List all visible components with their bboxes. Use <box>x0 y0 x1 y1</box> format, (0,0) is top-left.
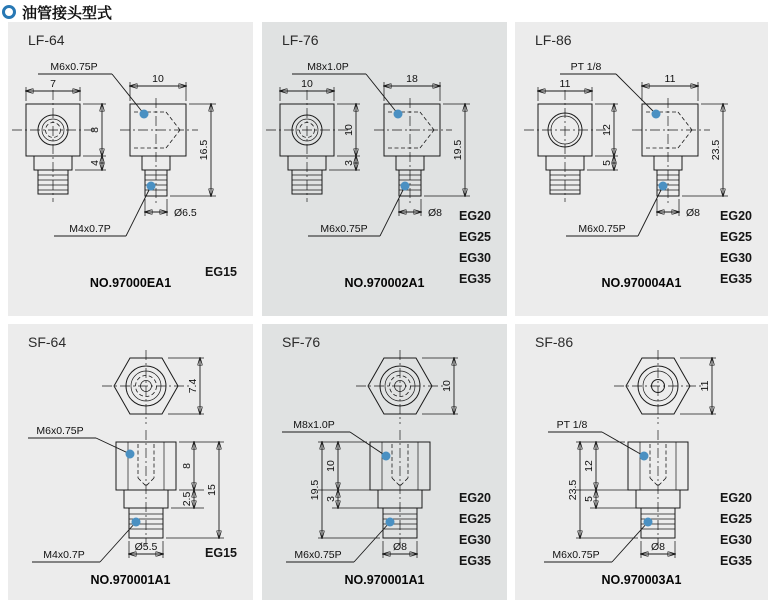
thread-callout-top <box>560 61 661 119</box>
part-number: NO.970003A1 <box>601 573 682 587</box>
eg-compatibility-list: EG20 EG25 EG30 EG35 <box>459 491 491 568</box>
eg-compatibility-list: EG20 EG25 EG30 EG35 <box>459 209 491 286</box>
port-marker-dot <box>401 182 410 191</box>
port-marker-dot <box>132 518 141 527</box>
thread-callout-bottom <box>286 518 395 563</box>
thread-label: M6x0.75P <box>36 425 84 437</box>
dim-label: 10 <box>343 124 355 136</box>
panel-lf-64 <box>8 22 253 316</box>
port-marker-dot <box>147 182 156 191</box>
top-view-hex <box>356 350 444 424</box>
dim-label: 8 <box>89 127 101 133</box>
dim-label: 2.5 <box>181 491 193 507</box>
dim-label: 4 <box>89 160 101 166</box>
dim-label: 3 <box>343 160 355 166</box>
dim-label: 10 <box>325 460 337 472</box>
page-title: 油管接头型式 <box>22 4 113 22</box>
dim-label: Ø8 <box>428 207 443 219</box>
dim-label: Ø8 <box>392 541 408 553</box>
dimensions <box>538 73 728 219</box>
thread-label: M6x0.75P <box>294 549 342 561</box>
panel-lf-76 <box>262 22 507 316</box>
thread-callout-bottom <box>32 518 141 563</box>
part-number: NO.97000EA1 <box>89 276 172 290</box>
thread-label: M6x0.75P <box>552 549 600 561</box>
port-marker-dot <box>659 182 668 191</box>
dimensions <box>26 73 216 219</box>
side-view <box>524 90 606 202</box>
dim-label: 12 <box>583 460 595 472</box>
port-marker-dot <box>126 450 135 459</box>
panel-sf-64 <box>8 324 253 600</box>
dim-label: 10 <box>152 73 164 85</box>
port-marker-dot <box>382 452 391 461</box>
dim-label: 11 <box>699 380 711 392</box>
dim-label: 10 <box>441 380 453 392</box>
dim-label: 11 <box>559 78 571 90</box>
dim-label: 23.5 <box>710 139 722 161</box>
side-view <box>266 90 348 202</box>
thread-label: M8x1.0P <box>307 61 349 73</box>
technical-drawing-straight-fitting <box>8 350 253 575</box>
front-view <box>116 430 176 546</box>
thread-label: PT 1/8 <box>556 419 588 431</box>
part-number: NO.970001A1 <box>90 573 171 587</box>
dim-label: 5 <box>583 496 595 502</box>
dimensions <box>280 73 470 219</box>
dim-label: Ø8 <box>686 207 701 219</box>
thread-label: PT 1/8 <box>570 61 602 73</box>
port-marker-dot <box>140 110 149 119</box>
dim-label: 3 <box>325 496 337 502</box>
thread-callout-bottom <box>566 182 668 237</box>
dim-label: 7.4 <box>187 378 199 394</box>
front-view <box>632 98 710 204</box>
front-view <box>374 98 452 204</box>
panel-title: LF-86 <box>535 32 572 48</box>
dim-label: 15 <box>206 484 218 496</box>
dim-label: 10 <box>301 78 313 90</box>
dim-label: 12 <box>601 124 613 136</box>
panel-title: SF-76 <box>282 334 321 350</box>
port-marker-dot <box>394 110 403 119</box>
eg-compatibility-list: EG15 <box>205 265 237 279</box>
thread-label: M6x0.75P <box>320 223 368 235</box>
panel-title: SF-64 <box>28 334 67 350</box>
section-bullet-icon <box>2 5 16 19</box>
technical-drawing-elbow-fitting <box>8 56 253 256</box>
panel-title: LF-64 <box>28 32 65 48</box>
dim-label: 19.5 <box>452 139 464 161</box>
side-view <box>12 90 94 202</box>
front-view <box>628 430 688 546</box>
thread-label: M6x0.75P <box>578 223 626 235</box>
thread-callout-bottom <box>544 518 653 563</box>
port-marker-dot <box>652 110 661 119</box>
eg-compatibility-list: EG20 EG25 EG30 EG35 <box>720 209 752 286</box>
dim-label: Ø6.5 <box>174 207 197 219</box>
dim-label: Ø5.5 <box>134 541 158 553</box>
thread-label: M6x0.75P <box>50 61 98 73</box>
thread-callout-top <box>282 419 391 461</box>
panel-lf-86 <box>515 22 768 316</box>
thread-callout-bottom <box>308 182 410 237</box>
dim-label: 18 <box>406 73 418 85</box>
thread-label: M8x1.0P <box>293 419 335 431</box>
port-marker-dot <box>644 518 653 527</box>
dim-label: 23.5 <box>567 479 579 501</box>
front-view <box>370 430 430 546</box>
dim-label: 5 <box>601 160 613 166</box>
part-number: NO.970004A1 <box>601 276 682 290</box>
thread-label: M4x0.7P <box>43 549 85 561</box>
front-view <box>120 98 198 204</box>
port-marker-dot <box>386 518 395 527</box>
dim-label: 11 <box>664 73 676 85</box>
eg-compatibility-list: EG20 EG25 EG30 EG35 <box>720 491 752 568</box>
section-header <box>2 2 112 22</box>
dim-label: Ø8 <box>650 541 666 553</box>
dim-label: 7 <box>50 78 56 90</box>
part-number: NO.970001A1 <box>344 573 425 587</box>
panel-title: SF-86 <box>535 334 574 350</box>
dim-label: 19.5 <box>309 479 321 501</box>
top-view-hex <box>614 350 702 424</box>
top-view-hex <box>102 350 190 424</box>
eg-compatibility-list: EG15 <box>205 546 237 560</box>
thread-callout-bottom <box>54 182 156 237</box>
thread-callout-top <box>548 419 649 461</box>
panel-title: LF-76 <box>282 32 319 48</box>
part-number: NO.970002A1 <box>344 276 425 290</box>
panel-sf-76 <box>262 324 507 600</box>
dim-label: 16.5 <box>198 139 210 161</box>
dim-label: 8 <box>181 463 193 469</box>
panel-sf-86 <box>515 324 768 600</box>
port-marker-dot <box>640 452 649 461</box>
thread-label: M4x0.7P <box>69 223 111 235</box>
